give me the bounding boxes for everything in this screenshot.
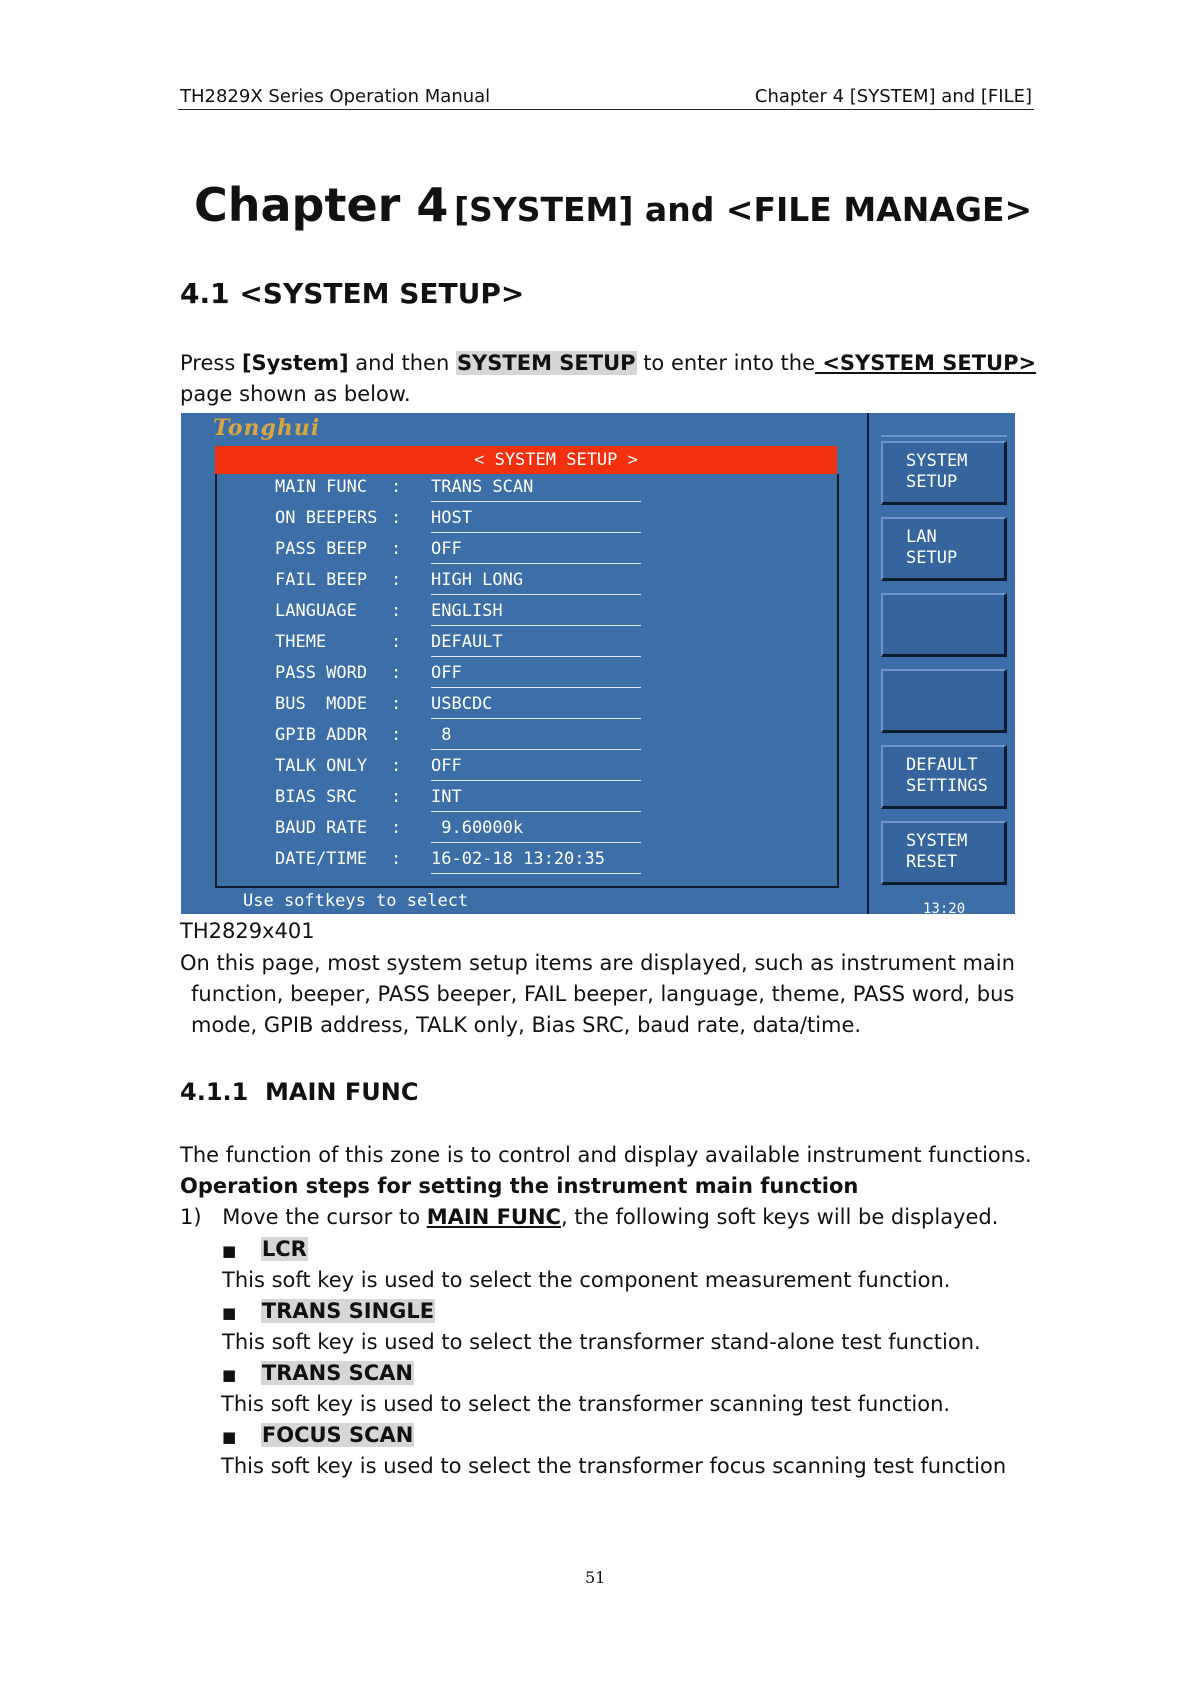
option-trans-scan-desc: This soft key is used to select the transformer scanning test function. — [221, 1392, 951, 1416]
option-lcr — [222, 1236, 308, 1264]
bullet-icon: ■ — [222, 1242, 237, 1260]
description-line1: On this page, most system setup items are displayed, such as instrument main — [180, 951, 1015, 975]
chapter-title-main: Chapter 4 — [194, 178, 449, 232]
chapter-title — [194, 178, 1032, 232]
description-line2: function, beeper, PASS beeper, FAIL beeper, language, theme, PASS word, bus — [191, 982, 1015, 1006]
screen-title-bar — [215, 446, 837, 474]
setting-row-bus-mode[interactable]: BUS MODE : USBCDC — [181, 690, 841, 721]
setting-row-date-time[interactable]: DATE/TIME : 16-02-18 13:20:35 — [181, 845, 841, 876]
tonghui-logo: Tonghui — [213, 415, 321, 441]
intro-line2: page shown as below. — [180, 382, 411, 406]
main-func-intro: The function of this zone is to control and display available instrument functions. — [180, 1143, 1032, 1167]
step-1: 1) Move the cursor to MAIN FUNC, the following soft keys will be displayed. — [180, 1205, 999, 1229]
softkey-blank-3[interactable] — [881, 593, 1007, 657]
setting-row-talk-only[interactable]: TALK ONLY : OFF — [181, 752, 841, 783]
softkey-divider — [867, 413, 869, 914]
screen-clock: 13:20 — [923, 901, 966, 914]
bullet-icon: ■ — [222, 1428, 237, 1446]
option-trans-single-desc: This soft key is used to select the transformer stand-alone test function. — [222, 1330, 981, 1354]
option-focus-scan-desc: This soft key is used to select the transformer focus scanning test function — [221, 1454, 1007, 1478]
chapter-title-sub: [SYSTEM] and <FILE MANAGE> — [453, 190, 1033, 229]
option-trans-scan — [222, 1360, 414, 1388]
setting-row-bias-src[interactable]: BIAS SRC : INT — [181, 783, 841, 814]
softkey-default-settings[interactable]: DEFAULT SETTINGS — [881, 745, 1007, 809]
section-title: 4.1 <SYSTEM SETUP> — [180, 277, 525, 310]
setting-row-main-func[interactable]: MAIN FUNC : TRANS SCAN — [181, 473, 841, 504]
description-line3: mode, GPIB address, TALK only, Bias SRC, baud rate, data/time. — [191, 1013, 862, 1037]
main-func-ref: MAIN FUNC — [426, 1205, 561, 1229]
lcr-softkey-ref: LCR — [261, 1237, 307, 1261]
option-lcr-desc: This soft key is used to select the component measurement function. — [222, 1268, 951, 1292]
setting-row-language[interactable]: LANGUAGE : ENGLISH — [181, 597, 841, 628]
screen-title: < SYSTEM SETUP > — [474, 450, 638, 470]
system-setup-softkey-ref: SYSTEM SETUP — [456, 351, 636, 375]
softkey-system-setup[interactable]: SYSTEM SETUP — [881, 441, 1007, 505]
system-key: [System] — [241, 351, 349, 375]
header-rule — [178, 109, 1034, 110]
setting-row-baud-rate[interactable]: BAUD RATE : 9.60000k — [181, 814, 841, 845]
option-trans-single — [222, 1298, 435, 1326]
steps-heading: Operation steps for setting the instrument main function — [180, 1174, 859, 1198]
softkey-blank-4[interactable] — [881, 669, 1007, 733]
system-setup-page-ref: <SYSTEM SETUP> — [815, 351, 1037, 375]
running-header-left: TH2829X Series Operation Manual — [180, 86, 491, 107]
option-focus-scan — [222, 1422, 414, 1450]
focus-scan-softkey-ref: FOCUS SCAN — [261, 1423, 414, 1447]
setting-row-pass-beep[interactable]: PASS BEEP : OFF — [181, 535, 841, 566]
setting-row-gpib-addr[interactable]: GPIB ADDR : 8 — [181, 721, 841, 752]
running-header-right: Chapter 4 [SYSTEM] and [FILE] — [754, 86, 1032, 107]
system-setup-screenshot — [181, 413, 1015, 914]
setting-row-on-beepers[interactable]: ON BEEPERS : HOST — [181, 504, 841, 535]
softkey-system-reset[interactable]: SYSTEM RESET — [881, 821, 1007, 885]
figure-caption: TH2829x401 — [180, 919, 315, 943]
softkey-lan-setup[interactable]: LAN SETUP — [881, 517, 1007, 581]
subsection-title: 4.1.1 MAIN FUNC — [180, 1078, 419, 1106]
status-line: Use softkeys to select — [243, 891, 469, 911]
setting-row-fail-beep[interactable]: FAIL BEEP : HIGH LONG — [181, 566, 841, 597]
softkey-top-rule — [881, 435, 1007, 437]
bullet-icon: ■ — [222, 1366, 237, 1384]
trans-scan-softkey-ref: TRANS SCAN — [261, 1361, 413, 1385]
setting-row-theme[interactable]: THEME : DEFAULT — [181, 628, 841, 659]
trans-single-softkey-ref: TRANS SINGLE — [261, 1299, 435, 1323]
intro-paragraph: Press [System] and then SYSTEM SETUP to enter into the <SYSTEM SETUP> — [180, 351, 1037, 375]
step-1-number: 1) — [180, 1205, 202, 1229]
bullet-icon: ■ — [222, 1304, 237, 1322]
page-number: 51 — [585, 1568, 606, 1587]
setting-row-pass-word[interactable]: PASS WORD : OFF — [181, 659, 841, 690]
